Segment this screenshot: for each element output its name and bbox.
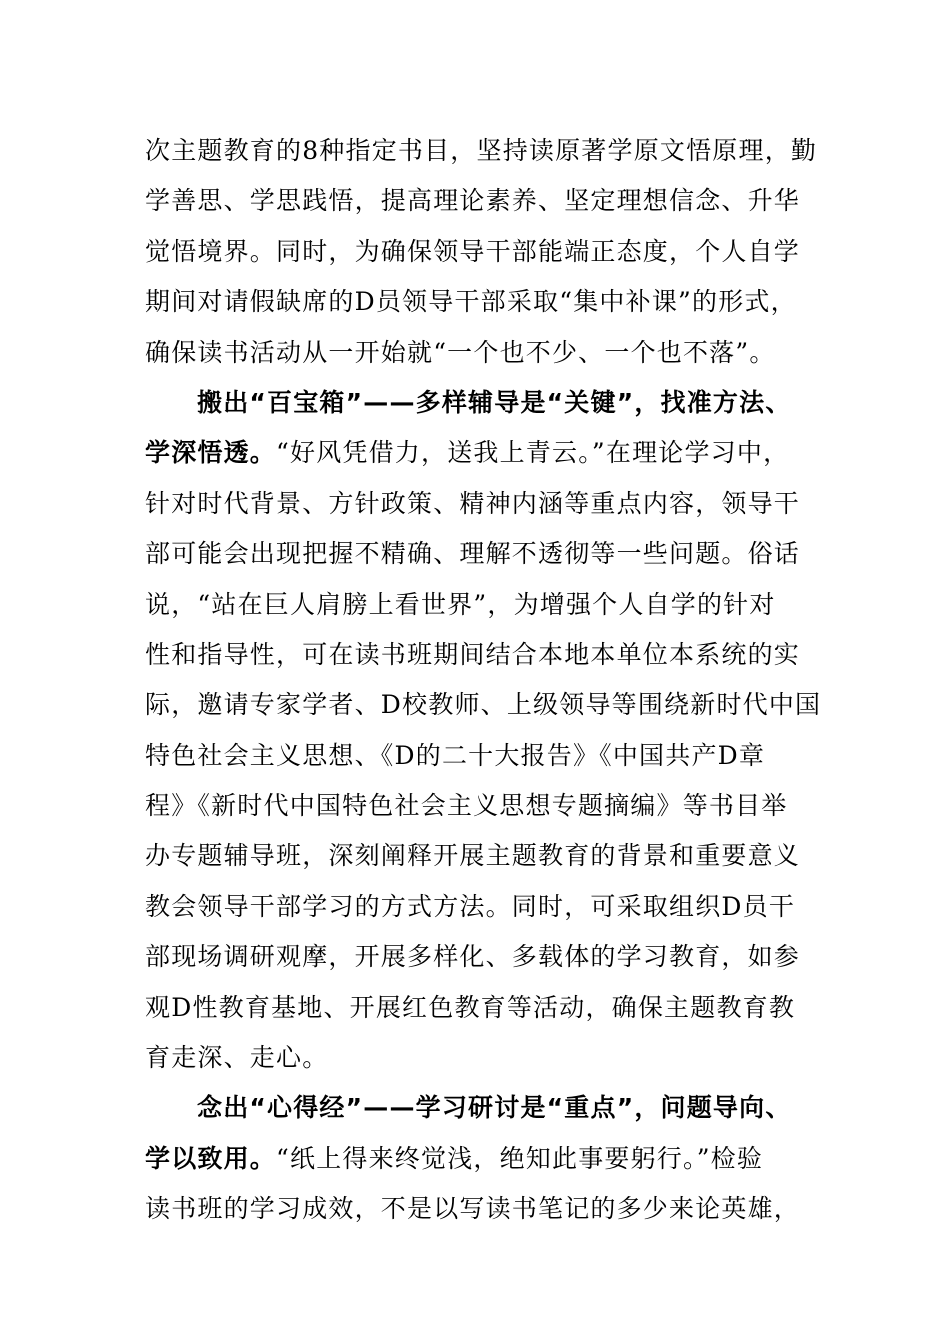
text-line: 次主题教育的8种指定书目，坚持读原著学原文悟原理，勤 xyxy=(145,136,818,165)
section-heading: 搬出“百宝箱”——多样辅导是“关键”，找准方法、 xyxy=(197,387,792,417)
text-segment: “纸上得来终觉浅，绝知此事要躬行。”检验 xyxy=(276,1143,764,1173)
text-line: 际，邀请专家学者、D校教师、上级领导等围绕新时代中国 xyxy=(145,690,822,720)
text-line: 部现场调研观摩，开展多样化、多载体的学习教育，如参 xyxy=(145,942,801,972)
text-line: 观D性教育基地、开展红色教育等活动，确保主题教育教 xyxy=(145,992,796,1022)
text-line: 程》《新时代中国特色社会主义思想专题摘编》等书目举 xyxy=(145,791,788,821)
text-line: 部可能会出现把握不精确、理解不透彻等一些问题。俗话 xyxy=(145,539,801,569)
section-heading: 念出“心得经”——学习研讨是“重点”，问题导向、 xyxy=(197,1093,792,1123)
document-body xyxy=(145,126,835,1235)
text-line: 育走深、走心。 xyxy=(145,1043,329,1073)
text-line: 教会领导干部学习的方式方法。同时，可采取组织D员干 xyxy=(145,891,796,921)
paragraph-3 xyxy=(145,1083,835,1234)
paragraph-1 xyxy=(145,126,835,378)
paragraph-2 xyxy=(145,378,835,1083)
text-line xyxy=(145,1134,835,1184)
text-line: 性和指导性，可在读书班期间结合本地本单位本系统的实 xyxy=(145,639,801,669)
text-line: 针对时代背景、方针政策、精神内涵等重点内容，领导干 xyxy=(145,488,801,518)
text-line: 特色社会主义思想、《D的二十大报告》《中国共产D章 xyxy=(145,740,766,770)
text-line: 确保读书活动从一开始就“一个也不少、一个也不落”。 xyxy=(145,337,776,367)
section-heading-line xyxy=(145,1083,835,1133)
text-line: 读书班的学习成效，不是以写读书笔记的多少来论英雄， xyxy=(145,1194,801,1224)
text-line: 期间对请假缺席的D员领导干部采取“集中补课”的形式， xyxy=(145,287,797,317)
text-line: 说，“站在巨人肩膀上看世界”，为增强个人自学的针对 xyxy=(145,589,776,619)
section-heading-line xyxy=(145,378,835,428)
section-heading-end: 学深悟透。 xyxy=(145,438,277,468)
text-segment: “好风凭借力，送我上青云。”在理论学习中， xyxy=(276,438,790,468)
text-line xyxy=(145,428,835,478)
text-line: 学善思、学思践悟，提高理论素养、坚定理想信念、升华 xyxy=(145,186,801,216)
text-line: 办专题辅导班，深刻阐释开展主题教育的背景和重要意义 xyxy=(145,841,801,871)
text-line: 觉悟境界。同时，为确保领导干部能端正态度，个人自学 xyxy=(145,236,801,266)
section-heading-end: 学以致用。 xyxy=(145,1143,277,1173)
